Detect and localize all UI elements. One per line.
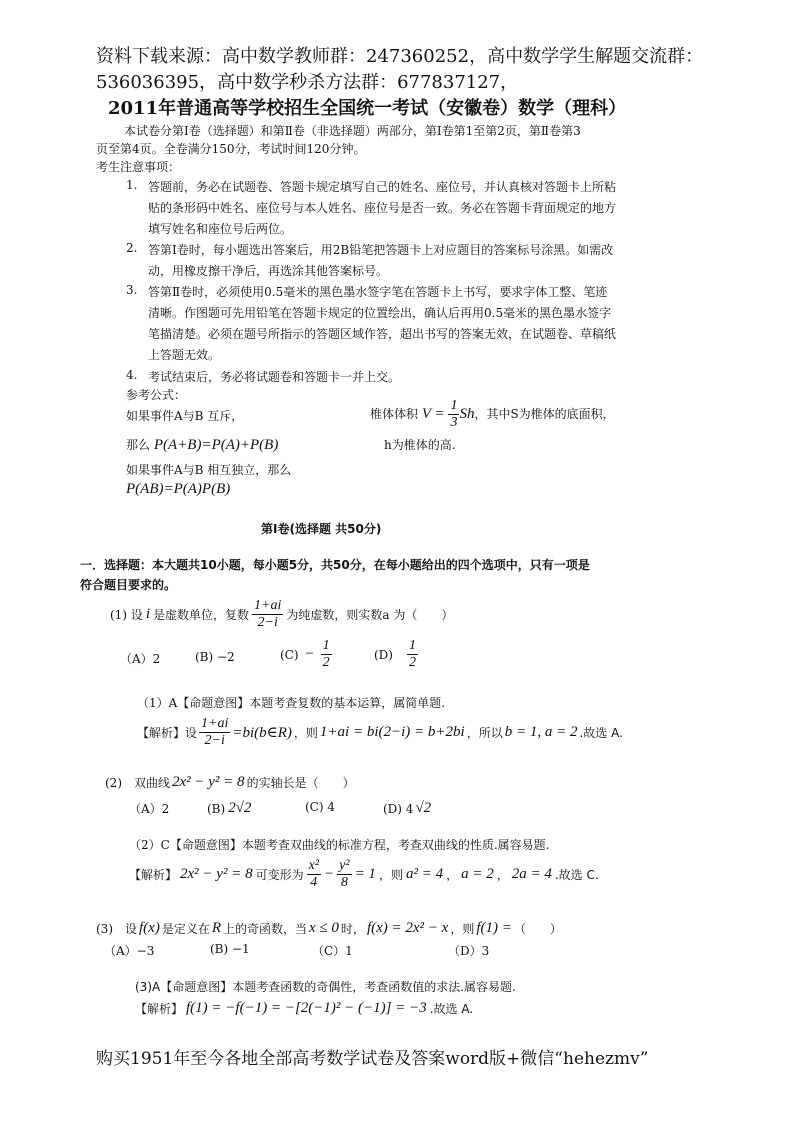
q2-sol-prefix: 【解析】 [129, 868, 178, 882]
formula-volume-sh: Sh [459, 406, 475, 422]
q1-sol-prefix: 【解析】设 [137, 726, 198, 740]
q1-option-c-fraction [321, 638, 332, 671]
notice-2-line-2: 动，用橡皮擦干净后，再选涂其他答案标号。 [148, 264, 389, 278]
formula-volume-prefix: 椎体体积 [370, 407, 419, 421]
notice-3-line-1: 答第Ⅱ卷时，必须使用0.5毫米的黑色墨水签字笔在答题卡上书写，要求字体工整、笔迹 [148, 285, 608, 299]
notice-4-num: 4. [126, 368, 138, 382]
q3-sol-end: .故选 A. [429, 1002, 474, 1016]
formula-one-third [448, 398, 459, 431]
q2-sol-m2: a² = 4 [405, 866, 444, 882]
notice-2-num: 2. [126, 241, 138, 255]
q3-option-a: （A）−3 [104, 944, 155, 958]
q3-stem [96, 920, 562, 937]
notice-1-line-3: 填写姓名和座位号后两位。 [148, 222, 293, 236]
q2-sol-rest: ，则 [378, 868, 403, 882]
q1-answer-solution [137, 716, 623, 749]
q3-sol-math: f(1) = −f(−1) = −[2(−1)² − (−1)] = −3 [186, 1000, 427, 1016]
notice-title: 考生注意事项： [96, 160, 181, 174]
formula-right-2: h为椎体的高. [384, 438, 456, 452]
q1-mid: 是虚数单位，复数 [153, 608, 250, 622]
header-line-2: 536036395，高中数学秒杀方法群：677837127， [96, 72, 519, 93]
q1-option-c-den: 2 [322, 655, 330, 670]
q1-sol-mid: =bi(b∈R) [232, 725, 292, 741]
q3-fx: f(x) [139, 920, 160, 936]
q3-sol-prefix: 【解析】 [135, 1002, 184, 1016]
part1-line-1: 一．选择题：本大题共10小题，每小题5分，共50分，在每小题给出的四个选项中，只有一项是 [80, 558, 590, 572]
q2-math: 2x² − y² = 8 [172, 774, 245, 790]
q1-fraction [252, 598, 283, 631]
notice-3-line-4: 上答题无效。 [148, 348, 221, 362]
part1-line-2: 符合题目要求的。 [80, 578, 177, 592]
q1-sol-end: .故选 A. [579, 726, 623, 740]
intro-line-1: 本试卷分第Ⅰ卷（选择题）和第Ⅱ卷（非选择题）两部分，第Ⅰ卷第1至第2页，第Ⅱ卷第3 [124, 124, 581, 138]
formula-sum-rule: P(A+B)=P(A)+P(B) [153, 437, 279, 453]
q2-sol-m3: a = 2 [461, 866, 494, 882]
q2-sol-d1: 4 [310, 875, 318, 890]
q2-suffix: 的实轴长是（ ） [246, 776, 355, 790]
q2-sol-frac-1 [307, 858, 321, 891]
q3-option-c: （C）1 [312, 944, 353, 958]
formula-one-third-den: 3 [450, 415, 458, 430]
q1-option-d [374, 638, 418, 671]
header-line-1: 资料下载来源：高中数学教师群：247360252，高中数学学生解题交流群： [96, 46, 704, 67]
q2-option-b-label: (B) [207, 801, 226, 816]
formula-volume-suffix: ，其中S为椎体的底面积， [474, 407, 615, 421]
q1-sol-num: 1+ai [201, 716, 229, 731]
footer-ad: 购买1951年至今各地全部高考数学试卷及答案word版+微信“hehezmv” [96, 1049, 649, 1069]
q3-option-b: (B) −1 [210, 942, 250, 956]
notice-2-line-1: 答第Ⅰ卷时，每小题选出答案后，用2B铅笔把答题卡上对应题目的答案标号涂黑。如需改 [148, 243, 614, 257]
q2-option-d-label: (D) 4 [383, 801, 414, 816]
q1-option-c-sign: − [304, 646, 315, 662]
q2-answer-solution: 【解析】 2x² − y² = 8 可变形为 $\frac{\text{x²}}{4}$ − $\frac{\text{y²}}{8}$ = 1 ，则 a² = 4 ， a = 2 ， 2a = 4 .故选 C. [129, 858, 599, 890]
q1-option-d-label: (D) [374, 647, 393, 662]
q1-sol-math2: b = 1, a = 2 [504, 724, 578, 740]
formula-volume-v: V = [421, 406, 445, 422]
q1-option-a: （A）2 [120, 652, 161, 666]
q2-sol-d2: 8 [340, 875, 348, 890]
q1-option-b: (B) −2 [195, 650, 235, 664]
q3-mid2: 上的奇函数，当 [223, 922, 308, 936]
section-title: 第Ⅰ卷(选择题 共50分) [261, 522, 382, 536]
exam-title: 2011年普通高等学校招生全国统一考试（安徽卷）数学（理科） [108, 98, 627, 119]
q1-option-c-label: (C) [280, 647, 299, 662]
q3-option-d: （D）3 [448, 944, 490, 958]
intro-line-2: 页至第4页。全卷满分150分，考试时间120分钟。 [96, 142, 366, 156]
q2-option-b [207, 800, 251, 817]
q2-option-d [383, 800, 431, 817]
q1-sol-rest2: ，所以 [466, 726, 503, 740]
q1-i: i [145, 606, 150, 622]
q3-mid3: 时， [340, 922, 365, 936]
q1-option-d-den: 2 [408, 655, 416, 670]
q2-option-a: （A）2 [129, 802, 170, 816]
notice-1-num: 1. [126, 178, 138, 192]
q1-frac-num: 1+ai [254, 598, 282, 613]
q3-answer-intent: (3)A【命题意图】本题考查函数的奇偶性，考查函数值的求法.属容易题. [135, 980, 516, 994]
q1-option-d-num: 1 [408, 638, 416, 653]
q1-sol-math: 1+ai = bi(2−i) = b+2bi [319, 724, 465, 740]
q1-answer-intent: （1）A【命题意图】本题考查复数的基本运算，属简单题. [137, 696, 446, 710]
q2-answer-intent: （2）C【命题意图】本题考查双曲线的标准方程，考查双曲线的性质.属容易题. [129, 838, 550, 852]
q1-option-d-fraction [407, 638, 418, 671]
q3-suffix: （ ） [513, 922, 562, 936]
q2-sol-n1: x² [308, 858, 320, 873]
q1-option-c-num: 1 [322, 638, 330, 653]
q3-mid1: 是定义在 [161, 922, 210, 936]
formula-left-1: 如果事件A与B 互斥， [126, 409, 244, 423]
notice-1-line-1: 答题前，务必在试题卷、答题卡规定填写自己的姓名、座位号，并认真核对答题卡上所粘 [148, 180, 617, 194]
q1-suffix: 为纯虚数，则实数a 为（ ） [286, 608, 454, 622]
q2-sol-frac-2 [337, 858, 351, 891]
q3-R: R [211, 920, 222, 936]
q2-option-c: (C) 4 [305, 800, 335, 814]
q3-f1: f(1) = [476, 920, 512, 936]
q1-sol-fraction [199, 716, 230, 749]
formula-title: 参考公式： [126, 388, 187, 402]
q1-sol-den: 2−i [204, 733, 225, 748]
notice-3-num: 3. [126, 283, 138, 297]
q1-frac-den: 2−i [257, 615, 278, 630]
q2-sol-m4: 2a = 4 [511, 866, 552, 882]
q2-sol-math: 2x² − y² = 8 [180, 866, 253, 882]
q3-answer-solution [135, 1000, 473, 1017]
q2-sol-minus: − [324, 866, 335, 882]
q1-sol-rest1: ，则 [293, 726, 318, 740]
q2-sol-end: .故选 C. [554, 868, 599, 882]
formula-left-2 [126, 436, 278, 454]
q3-expr: f(x) = 2x² − x [366, 920, 449, 936]
notice-1-line-2: 贴的条形码中姓名、座位号与本人姓名、座位号是否一致。务必在答题卡背面规定的地方 [148, 201, 617, 215]
formula-right-1 [370, 398, 615, 431]
notice-3-line-2: 清晰。作图题可先用铅笔在答题卡规定的位置绘出，确认后再用0.5毫米的黑色墨水签字 [148, 306, 612, 320]
formula-left-2-prefix: 那么 [126, 438, 151, 452]
q3-cond: x ≤ 0 [309, 920, 339, 936]
formula-product-rule: P(AB)=P(A)P(B) [126, 481, 231, 497]
q2-sol-mid: 可变形为 [255, 868, 304, 882]
q2-stem [105, 774, 355, 791]
q3-prefix: (3) 设 [96, 922, 137, 936]
notice-3-line-3: 笔描清楚。必须在题号所指示的答题区域作答，超出书写的答案无效，在试题卷、草稿纸 [148, 327, 617, 341]
q1-stem [110, 598, 453, 631]
q1-option-c [280, 638, 332, 671]
q2-option-d-value: √2 [415, 800, 432, 816]
formula-left-3: 如果事件A与B 相互独立，那么 [126, 463, 292, 477]
notice-4-line-1: 考试结束后，务必将试题卷和答题卡一并上交。 [148, 370, 401, 384]
q2-sol-n2: y² [339, 858, 350, 873]
q2-sol-eq: = 1 [354, 866, 376, 882]
q3-mid4: ，则 [450, 922, 475, 936]
q1-prefix: (1) 设 [110, 608, 143, 622]
formula-one-third-num: 1 [450, 398, 458, 413]
q2-option-b-value: 2√2 [228, 800, 252, 816]
q2-prefix: (2) 双曲线 [105, 776, 170, 790]
